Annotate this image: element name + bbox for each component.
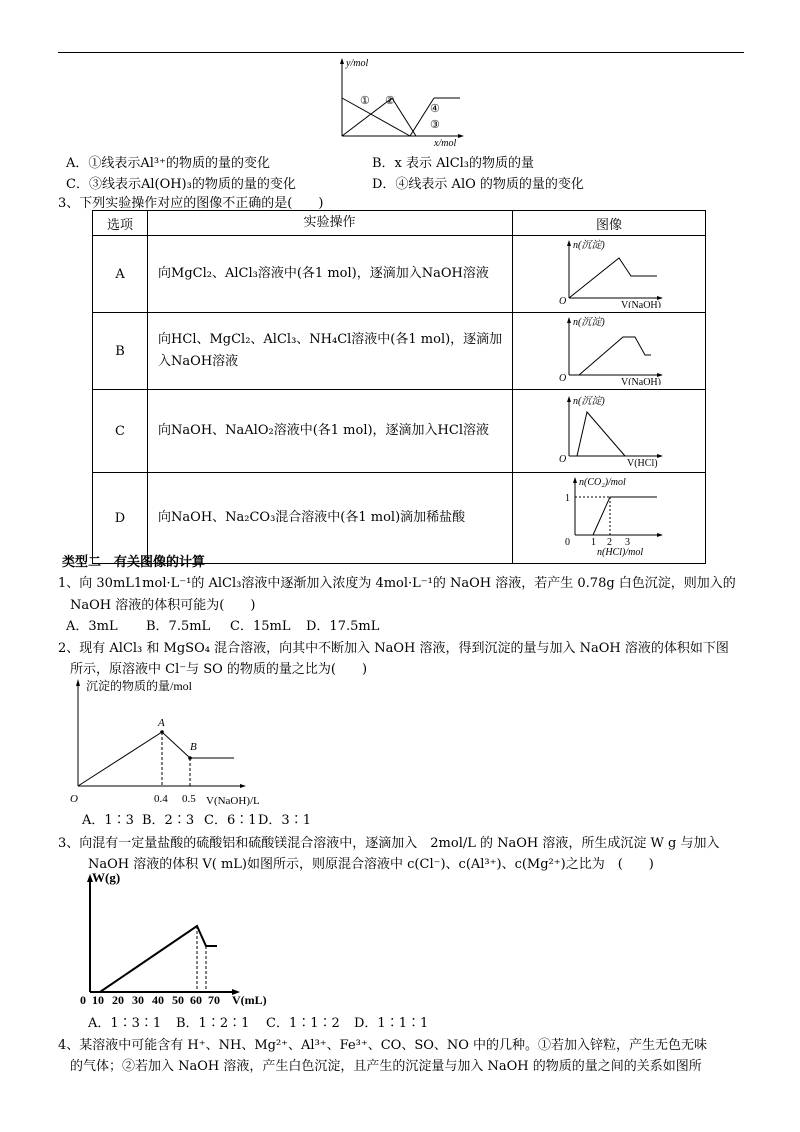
row-d-chart-cell: [512, 473, 705, 564]
row-d-ytick-1: 1: [564, 493, 570, 504]
s2-q3-xtick-70: 70: [208, 993, 220, 1006]
row-d-chart: [513, 473, 705, 559]
section-2-title: 类型二 有关图像的计算: [62, 555, 206, 570]
s2-q3-xtick-50: 50: [172, 993, 184, 1006]
marker-2: ②: [385, 95, 395, 107]
s2-q1-line2: NaOH 溶液的体积可能为( ): [70, 598, 256, 613]
q3-stem: 3、下列实验操作对应的图像不正确的是( ): [58, 196, 324, 211]
s2-q2-line2: 所示，原溶液中 Cl⁻与 SO 的物质的量之比为( ): [70, 662, 368, 677]
header-image: 图像: [512, 211, 705, 236]
s2-q2-curve: [78, 732, 234, 786]
top-graph-line-3: [392, 98, 416, 136]
s2-q2-tick-05: 0.5: [182, 793, 196, 805]
s2-q3-xtick-30: 30: [132, 993, 144, 1006]
q2-option-a[interactable]: A．①线表示Al³⁺的物质的量的变化: [66, 156, 271, 171]
row-a-curve: [569, 258, 657, 298]
s2-q4-line2: 的气体；②若加入 NaOH 溶液，产生白色沉淀，且产生的沉淀量与加入 NaOH 的物质的量之间的关系如图所: [70, 1059, 702, 1074]
s2-q3-option-a[interactable]: A．1∶3∶1: [88, 1016, 162, 1031]
s2-q2-y-label: 沉淀的物质的量/mol: [86, 679, 193, 693]
row-a-option: A: [93, 236, 148, 313]
s2-q3-xtick-40: 40: [152, 993, 164, 1006]
row-d-x-label: n(HCl)/mol: [596, 547, 644, 558]
row-d-y-label: n(CO₂)/mol: [578, 477, 626, 488]
table-row: [93, 236, 706, 313]
row-d-xtick-3: 3: [624, 537, 630, 548]
row-d-xtick-2: 2: [606, 537, 612, 548]
row-c-y-label: n(沉淀): [572, 396, 605, 407]
q3-table: [92, 210, 706, 564]
header-operation: 实验操作: [148, 211, 513, 236]
row-b-curve: [569, 337, 651, 375]
row-a-chart-cell: [512, 236, 705, 313]
top-graph-line-1: [342, 98, 410, 136]
s2-q3-line1: 3、向混有一定量盐酸的硫酸铝和硫酸镁混合溶液中，逐滴加入 2mol/L 的 NaOH 溶液，所生成沉淀 W g 与加入: [58, 836, 720, 851]
row-c-chart: [513, 390, 705, 468]
q2-option-d[interactable]: D．④线表示 AlO 的物质的量的变化: [372, 177, 584, 192]
s2-q2-option-b[interactable]: B．2∶3: [142, 813, 195, 828]
s2-q3-xtick-20: 20: [112, 993, 124, 1006]
s2-q1-option-c[interactable]: C．15mL: [230, 619, 291, 634]
row-b-desc: [148, 313, 513, 390]
row-a-chart: [513, 236, 705, 308]
marker-4: ④: [430, 103, 440, 115]
marker-3: ③: [430, 119, 440, 131]
row-b-desc-line2: 入NaOH溶液: [158, 354, 239, 369]
s2-q2-option-c[interactable]: C．6∶1: [204, 813, 257, 828]
row-c-desc: 向NaOH、NaAlO₂溶液中(各1 mol)，逐滴加入HCl溶液: [148, 390, 513, 473]
marker-1: ①: [360, 95, 370, 107]
s2-q1-option-d[interactable]: D．17.5mL: [306, 619, 380, 634]
top-graph-y-label: y/mol: [346, 58, 369, 69]
row-b-chart: [513, 313, 705, 385]
row-a-x-label: V(NaOH): [620, 300, 661, 308]
row-b-x-label: V(NaOH): [620, 377, 661, 385]
s2-q3-option-d[interactable]: D．1∶1∶1: [354, 1016, 429, 1031]
table-row: [93, 313, 706, 390]
s2-q3-xtick-0: 0: [80, 993, 86, 1006]
s2-q3-y-label: W(g): [92, 870, 121, 885]
q2-option-b[interactable]: B．x 表示 AlCl₃的物质的量: [372, 156, 535, 171]
s2-q2-tick-04: 0.4: [154, 793, 168, 805]
table-header-row: [93, 211, 706, 236]
top-graph-x-label: x/mol: [434, 138, 457, 148]
row-b-option: B: [93, 313, 148, 390]
s2-q2-x-label: V(NaOH)/L: [206, 795, 260, 806]
s2-q3-option-c[interactable]: C．1∶1∶2: [266, 1016, 340, 1031]
row-b-origin: O: [558, 373, 567, 384]
table-row: [93, 390, 706, 473]
table-row: [93, 473, 706, 564]
top-graph: [330, 54, 470, 148]
row-c-curve: [577, 412, 625, 456]
s2-q3-xtick-60: 60: [190, 993, 202, 1006]
s2-q2-label-a: A: [158, 717, 165, 729]
header-option: 选项: [93, 211, 148, 236]
s2-q2-option-a[interactable]: A．1∶3: [82, 813, 134, 828]
row-b-chart-cell: [512, 313, 705, 390]
s2-q2-chart: [66, 676, 288, 806]
row-d-option: D: [93, 473, 148, 564]
s2-q2-line1: 2、现有 AlCl₃ 和 MgSO₄ 混合溶液，向其中不断加入 NaOH 溶液，得到沉淀的量与加入 NaOH 溶液的体积如下图: [58, 641, 729, 656]
row-a-desc: 向MgCl₂、AlCl₃溶液中(各1 mol)，逐滴加入NaOH溶液: [148, 236, 513, 313]
q2-option-c[interactable]: C．③线表示Al(OH)₃的物质的量的变化: [66, 177, 296, 192]
s2-q1-option-a[interactable]: A．3mL: [66, 619, 118, 634]
s2-q3-option-b[interactable]: B．1∶2∶1: [176, 1016, 250, 1031]
row-b-y-label: n(沉淀): [572, 317, 605, 328]
row-a-origin: O: [558, 296, 567, 307]
s2-q2-label-b: B: [190, 741, 197, 753]
row-a-y-label: n(沉淀): [572, 240, 605, 251]
s2-q3-xtick-10: 10: [92, 993, 104, 1006]
s2-q4-line1: 4、某溶液中可能含有 H⁺、NH、Mg²⁺、Al³⁺、Fe³⁺、CO、SO、NO 中的几种。①若加入锌粒，产生无色无味: [58, 1038, 708, 1053]
s2-q2-option-d[interactable]: D．3∶1: [258, 813, 311, 828]
s2-q1-line1: 1、向 30mL1mol·L⁻¹的 AlCl₃溶液中逐渐加入浓度为 4mol·L⁻¹的 NaOH 溶液，若产生 0.78g 白色沉淀，则加入的: [58, 576, 736, 591]
s2-q3-chart: [72, 870, 284, 1006]
row-c-x-label: V(HCl): [626, 458, 658, 468]
s2-q3-curve: [90, 926, 217, 992]
row-c-origin: O: [558, 454, 567, 465]
row-c-chart-cell: [512, 390, 705, 473]
row-d-xtick-1: 1: [590, 537, 596, 548]
row-c-option: C: [93, 390, 148, 473]
s2-q3-line2: NaOH 溶液的体积 V( mL)如图所示，则原混合溶液中 c(Cl⁻)、c(Al³⁺)、c(Mg²⁺)之比为 ( ): [88, 857, 654, 872]
s2-q2-origin: O: [70, 793, 78, 805]
row-d-desc: 向NaOH、Na₂CO₃混合溶液中(各1 mol)滴加稀盐酸: [148, 473, 513, 564]
row-d-origin: 0: [564, 537, 570, 548]
s2-q1-option-b[interactable]: B．7.5mL: [146, 619, 211, 634]
row-b-desc-line1: 向HCl、MgCl₂、AlCl₃、NH₄Cl溶液中(各1 mol)，逐滴加: [158, 332, 503, 347]
row-d-curve: [593, 497, 657, 535]
s2-q3-x-label: V(mL): [232, 993, 267, 1006]
header-rule: [58, 52, 744, 53]
